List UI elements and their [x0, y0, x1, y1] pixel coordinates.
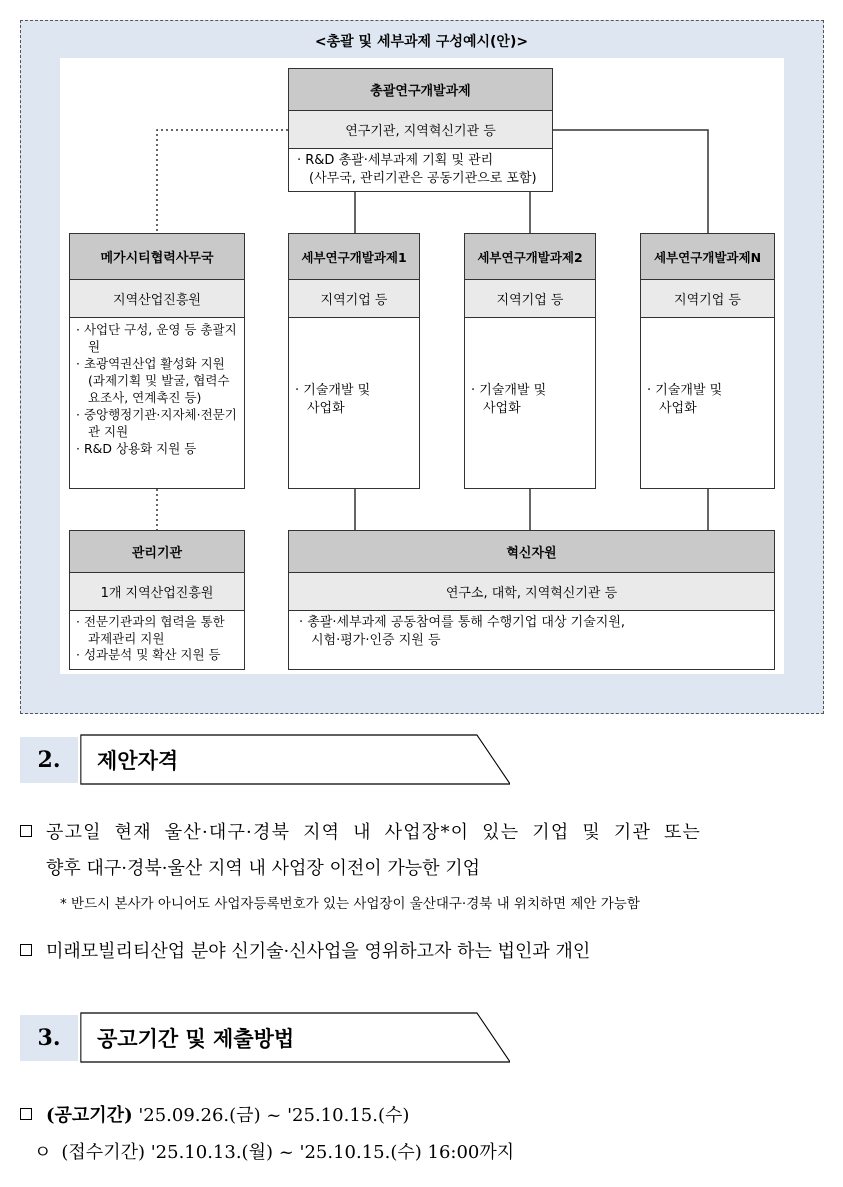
mega-office-body	[70, 318, 244, 459]
mega-office-header: 메가시티협력사무국	[70, 234, 244, 280]
detail-project-n-body	[641, 318, 774, 420]
checkbox-icon	[20, 1108, 32, 1120]
qualification-note: * 반드시 본사가 아니어도 사업자등록번호가 있는 사업장이 울산대구·경북 내 위치하면 제안 가능함	[60, 896, 640, 912]
receipt-period	[34, 1138, 514, 1164]
detail-project-2-sub: 지역기업 등	[465, 280, 595, 318]
detail-project-1-sub: 지역기업 등	[289, 280, 419, 318]
detail-project-n-sub: 지역기업 등	[641, 280, 774, 318]
detail-project-n-box	[640, 233, 775, 489]
detail-project-2-header: 세부연구개발과제2	[465, 234, 595, 280]
checkbox-icon	[20, 825, 32, 837]
innovation-resources-item: · 총괄·세부과제 공동참여를 통해 수행기업 대상 기술지원,	[299, 615, 626, 630]
receipt-period-label: (접수기간)	[61, 1142, 145, 1163]
qualification-line-2: 향후 대구·경북·울산 지역 내 사업장 이전이 가능한 기업	[46, 858, 481, 879]
section-2-number: 2.	[20, 737, 78, 783]
announcement-period	[20, 1101, 409, 1127]
receipt-marker: ㅇ	[34, 1142, 52, 1163]
section-3-number: 3.	[20, 1015, 78, 1061]
detail-project-n-item: 사업화	[659, 400, 697, 416]
mega-office-item: · 중앙행정기관·지자체·전문기관 지원	[76, 407, 237, 439]
mega-office-box	[69, 233, 245, 489]
diagram-title: <총괄 및 세부과제 구성예시(안)>	[314, 34, 529, 50]
announcement-period-value: '25.09.26.(금) ~ '25.10.15.(수)	[138, 1105, 410, 1126]
mega-office-item: · 초광역권산업 활성화 지원(과제기획 및 발굴, 협력수요조사, 연계촉진 등)	[76, 356, 230, 405]
detail-project-2-box	[464, 233, 596, 489]
innovation-resources-header: 혁신자원	[289, 531, 774, 573]
org-chart	[60, 58, 784, 674]
detail-project-1-body	[289, 318, 419, 420]
qualification-bullet-1	[20, 818, 825, 844]
checkbox-icon	[20, 944, 32, 956]
main-project-item: · R&D 총괄·세부과제 기획 및 관리	[297, 153, 494, 168]
admin-org-sub: 1개 지역산업진흥원	[70, 573, 244, 611]
announcement-period-label: (공고기간)	[46, 1105, 133, 1126]
section-2-title: 제안자격	[97, 748, 179, 773]
detail-project-2-item: · 기술개발 및	[471, 383, 547, 398]
innovation-resources-box	[288, 530, 775, 670]
detail-project-1-box	[288, 233, 420, 489]
main-project-body	[289, 149, 552, 190]
mega-office-item: · R&D 상용화 지원 등	[76, 441, 197, 456]
detail-project-1-item: · 기술개발 및	[295, 383, 371, 398]
admin-org-header: 관리기관	[70, 531, 244, 573]
receipt-period-value: '25.10.13.(월) ~ '25.10.15.(수) 16:00까지	[150, 1142, 515, 1163]
main-project-header: 총괄연구개발과제	[289, 69, 552, 111]
detail-project-2-item: 사업화	[483, 400, 521, 416]
admin-org-box	[69, 530, 245, 670]
innovation-resources-body	[289, 611, 774, 652]
mega-office-item: · 사업단 구성, 운영 등 총괄지원	[76, 322, 237, 354]
detail-project-n-header: 세부연구개발과제N	[641, 234, 774, 280]
detail-project-n-item: · 기술개발 및	[647, 383, 723, 398]
qualification-bullet-2	[20, 937, 590, 963]
main-project-item: (사무국, 관리기관은 공동기관으로 포함)	[309, 170, 537, 186]
mega-office-sub: 지역산업진흥원	[70, 280, 244, 318]
section-3-title: 공고기간 및 제출방법	[97, 1026, 295, 1051]
admin-org-body	[70, 611, 244, 666]
admin-org-item: · 전문기관과의 협력을 통한 과제관리 지원	[76, 614, 225, 646]
main-project-box	[288, 68, 553, 192]
qualification-line-1: 공고일 현재 울산·대구·경북 지역 내 사업장*이 있는 기업 및 기관 또는	[46, 822, 702, 843]
detail-project-1-header: 세부연구개발과제1	[289, 234, 419, 280]
detail-project-1-item: 사업화	[307, 400, 345, 416]
detail-project-2-body	[465, 318, 595, 420]
admin-org-item: · 성과분석 및 확산 지원 등	[76, 647, 221, 662]
main-project-sub: 연구기관, 지역혁신기관 등	[289, 111, 552, 149]
innovation-resources-sub: 연구소, 대학, 지역혁신기관 등	[289, 573, 774, 611]
innovation-resources-item: 시험·평가·인증 지원 등	[311, 632, 441, 648]
qualification-bullet-2-text: 미래모빌리티산업 분야 신기술·신사업을 영위하고자 하는 법인과 개인	[46, 941, 591, 962]
